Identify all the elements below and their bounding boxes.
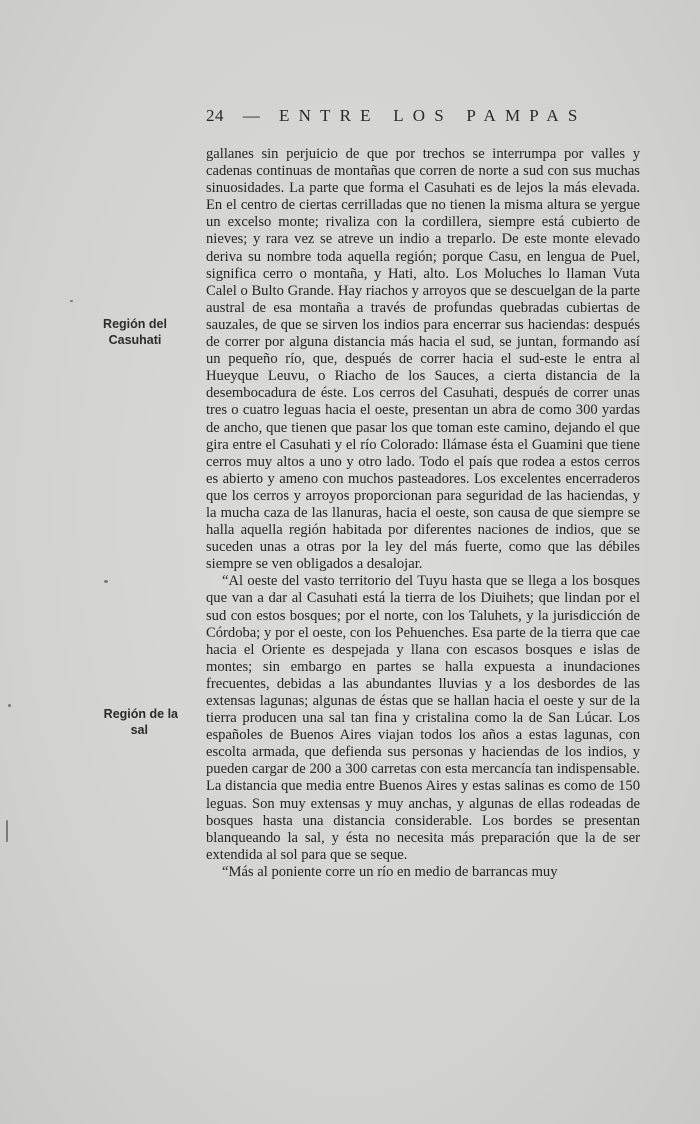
margin-note-line: Región del [103, 317, 167, 331]
running-title: ENTRE LOS PAMPAS [279, 106, 587, 125]
paper-speck [104, 580, 108, 583]
paper-speck [6, 820, 8, 842]
margin-note-sal [92, 706, 178, 738]
page-number: 24 [206, 106, 224, 125]
margin-note-line: sal [130, 723, 148, 737]
body-text [206, 146, 640, 881]
paragraph: “Al oeste del vasto territorio del Tuyu hasta que se llega a los bosques que van a dar al Casuhati está la tierra de los Diuihets; que lindan por el sud con estos bosques; por el norte, con los Taluhets, y la jurisdicción de Córdoba; y por el oeste, con los Pehuenches. Esa parte de la tierra que cae hacia el Oriente es despejada y llana con escasos bosques e islas de montes; sin embargo en partes se halla expuesta a inundaciones frecuentes, debidas a las abundantes lluvias y a los desbordes de las extensas lagunas; algunas de éstas que se hallan hacia el oeste y sur de la tierra producen una sal tan fina y cristalina como la de San Lúcar. Los españoles de Buenos Aires viajan todos los años a estas lagunas, con escolta armada, que defienda sus personas y haciendas de los indios, y pueden cargar de 200 a 300 carretas con esta mercancía tan indispensable. La distancia que media entre Buenos Aires y estas salinas es como de 150 leguas. Son muy extensas y muy anchas, y algunas de ellas rodeadas de bosques hasta una distancia considerable. Los bordes se presentan blanqueando la sal, y ésta no necesita más preparación que la de ser extendida al sol para que se seque. [206, 573, 640, 863]
margin-note-line: Región de la [103, 707, 178, 721]
margin-note-line: Casuhati [108, 333, 162, 347]
paper-speck [70, 300, 73, 302]
paragraph: “Más al poniente corre un río en medio de barrancas muy [222, 863, 558, 880]
paragraph: gallanes sin perjuicio de que por trechos se interrumpa por valles y cadenas continuas de montañas que corren de norte a sud con sus muchas sinuosidades. La parte que forma el Casuhati es de lejos la más elevada. En el centro de ciertas cerrilladas que no tienen la misma altura se yergue un excelso monte; rivaliza con la cordillera, siempre está cubierto de nieves; y rara vez se atreve un indio a treparlo. De este monte elevado deriva su nombre toda aquella región; porque Casu, en lengua de Puel, significa cerro o montaña, y Hati, alto. Los Moluches lo llaman Vuta Calel o Bulto Grande. Hay riachos y arroyos que se descuelgan de la parte austral de esa montaña a través de profundas quebradas cubiertas de sauzales, de que se sirven los indios para encerrar sus haciendas: después de correr por alguna distancia más hacia el sud, se juntan, formando así un pequeño río, que, después de correr hacia el sud-este le entra al Hueyque Leuvu, o Riacho de los Sauces, a cierta distancia de la desembocadura de éste. Los cerros del Casuhati, después de correr unas tres o cuatro leguas hacia el oeste, presentan un abra de como 300 yardas de ancho, que tienen que pasar los que toman este camino, dejando el que gira entre el Casuhati y el río Colorado: llámase ésta el Guamini que tiene cerros muy altos a uno y otro lado. Todo el país que rodea a estos cerros es abierto y ameno con muchos pasteadores. Los excelentes encerraderos que los cerros y arroyos proporcionan para seguridad de las haciendas, y la mucha caza de las llanuras, hacia el oeste, son causa de que siempre se halla aquella región habitada por diferentes naciones de indios, que se suceden unas a otras por la ley del más fuerte, como que las débiles siempre se ven obligados a desalojar. [206, 146, 640, 573]
paper-speck [8, 704, 11, 707]
margin-note-casuhati [92, 316, 178, 348]
running-header [206, 106, 646, 126]
header-dash: — [242, 106, 261, 125]
